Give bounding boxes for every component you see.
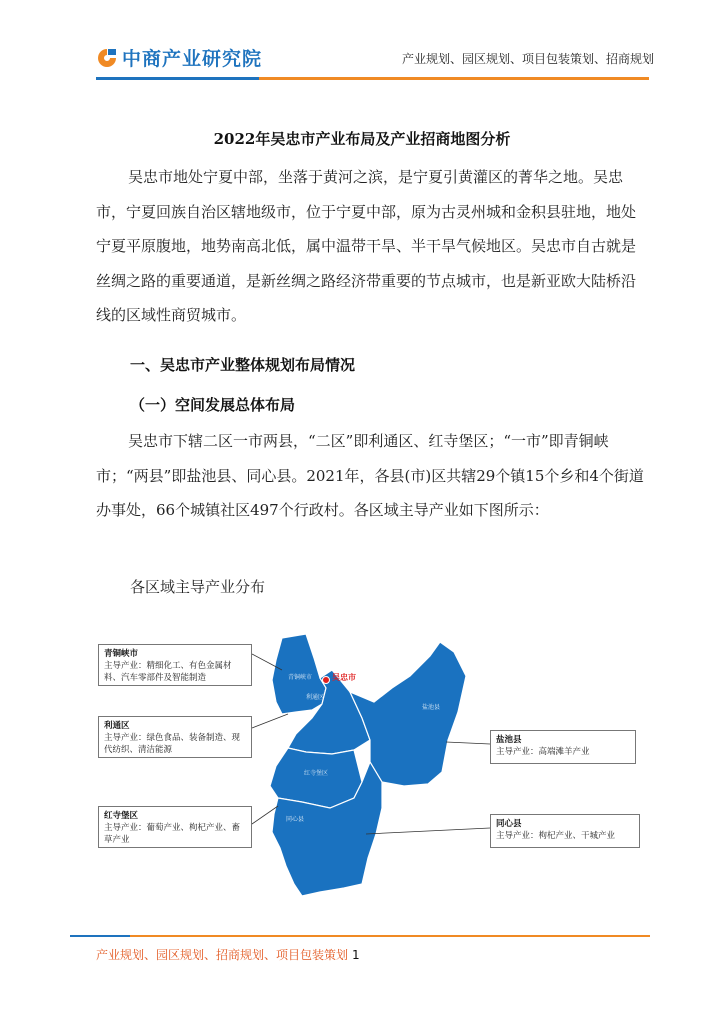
- document-title: 2022年吴忠市产业布局及产业招商地图分析: [213, 130, 511, 148]
- region-name: 红寺堡区: [104, 811, 139, 821]
- figure-caption: 各区域主导产业分布: [130, 578, 266, 596]
- region-name: 青铜峡市: [104, 649, 139, 659]
- footer-divider-blue: [70, 935, 130, 937]
- region-yanchi: [350, 642, 466, 786]
- logo-text: 中商产业研究院: [122, 48, 263, 70]
- header-divider-blue: [96, 77, 259, 80]
- region-name: 盐池县: [496, 735, 522, 745]
- header-slogan: 产业规划、园区规划、项目包装策划、招商规划: [401, 52, 654, 66]
- footer-text: 产业规划、园区规划、招商规划、项目包装策划: [96, 948, 349, 962]
- logo-mark-icon: [96, 47, 118, 69]
- leader-tongxin: [366, 828, 490, 834]
- leader-yanchi: [446, 742, 490, 744]
- region-industry: 主导产业：绿色食品、装备制造、现代纺织、清洁能源: [104, 733, 241, 755]
- info-box-hongsibu: [98, 806, 252, 848]
- region-industry: 主导产业：高端滩羊产业: [496, 747, 590, 757]
- region-name: 利通区: [104, 721, 130, 731]
- page-header: [0, 0, 724, 90]
- map-label-hongsibu: 红寺堡区: [304, 770, 329, 777]
- region-industry: 主导产业：葡萄产业、枸杞产业、畜草产业: [104, 823, 241, 845]
- map-label-qingtongxia: 青铜峡市: [288, 674, 313, 681]
- region-industry: 主导产业：枸杞产业、干城产业: [496, 831, 616, 841]
- page-number: 1: [352, 948, 360, 962]
- info-box-litong: [98, 716, 252, 758]
- page-footer: [96, 946, 360, 963]
- logo: [96, 44, 262, 71]
- city-marker-icon: [323, 677, 330, 684]
- info-box-tongxin: [490, 814, 640, 848]
- map-city-label: 吴忠市: [332, 673, 356, 682]
- section-heading: 一、吴忠市产业整体规划布局情况: [130, 356, 356, 374]
- region-industry: 主导产业：精细化工、有色金属材料、汽车零部件及智能制造: [104, 661, 232, 683]
- map-label-yanchi: 盐池县: [422, 704, 441, 711]
- subsection-heading: （一）空间发展总体布局: [130, 396, 296, 414]
- region-name: 同心县: [496, 819, 522, 829]
- industry-map: [92, 622, 652, 907]
- info-box-qingtongxia: [98, 644, 252, 686]
- intro-paragraph: 吴忠市地处宁夏中部，坐落于黄河之滨，是宁夏引黄灌区的菁华之地。吴忠市，宁夏回族自治区辖地级市，位于宁夏中部，原为古灵州城和金积县驻地，地处宁夏平原腹地，地势南高北低，属中温带干旱、半干旱气候地区。吴忠市自古就是丝绸之路的重要通道，是新丝绸之路经济带重要的节点城市，也是新亚欧大陆桥沿线的区域性商贸城市。: [96, 168, 637, 324]
- leader-litong: [252, 714, 288, 728]
- footer-divider-orange: [130, 935, 650, 937]
- map-label-tongxin: 同心县: [286, 816, 305, 823]
- info-box-yanchi: [490, 730, 636, 764]
- layout-paragraph: 吴忠市下辖二区一市两县，“二区”即利通区、红寺堡区；“一市”即青铜峡市；“两县”即盐池县、同心县。2021年，各县(市)区共辖29个镇15个乡和4个街道办事处，66个城镇社区497个行政村。各区域主导产业如下图所示：: [96, 432, 644, 519]
- map-label-litong: 利通区: [306, 694, 325, 701]
- header-divider-orange: [259, 77, 649, 80]
